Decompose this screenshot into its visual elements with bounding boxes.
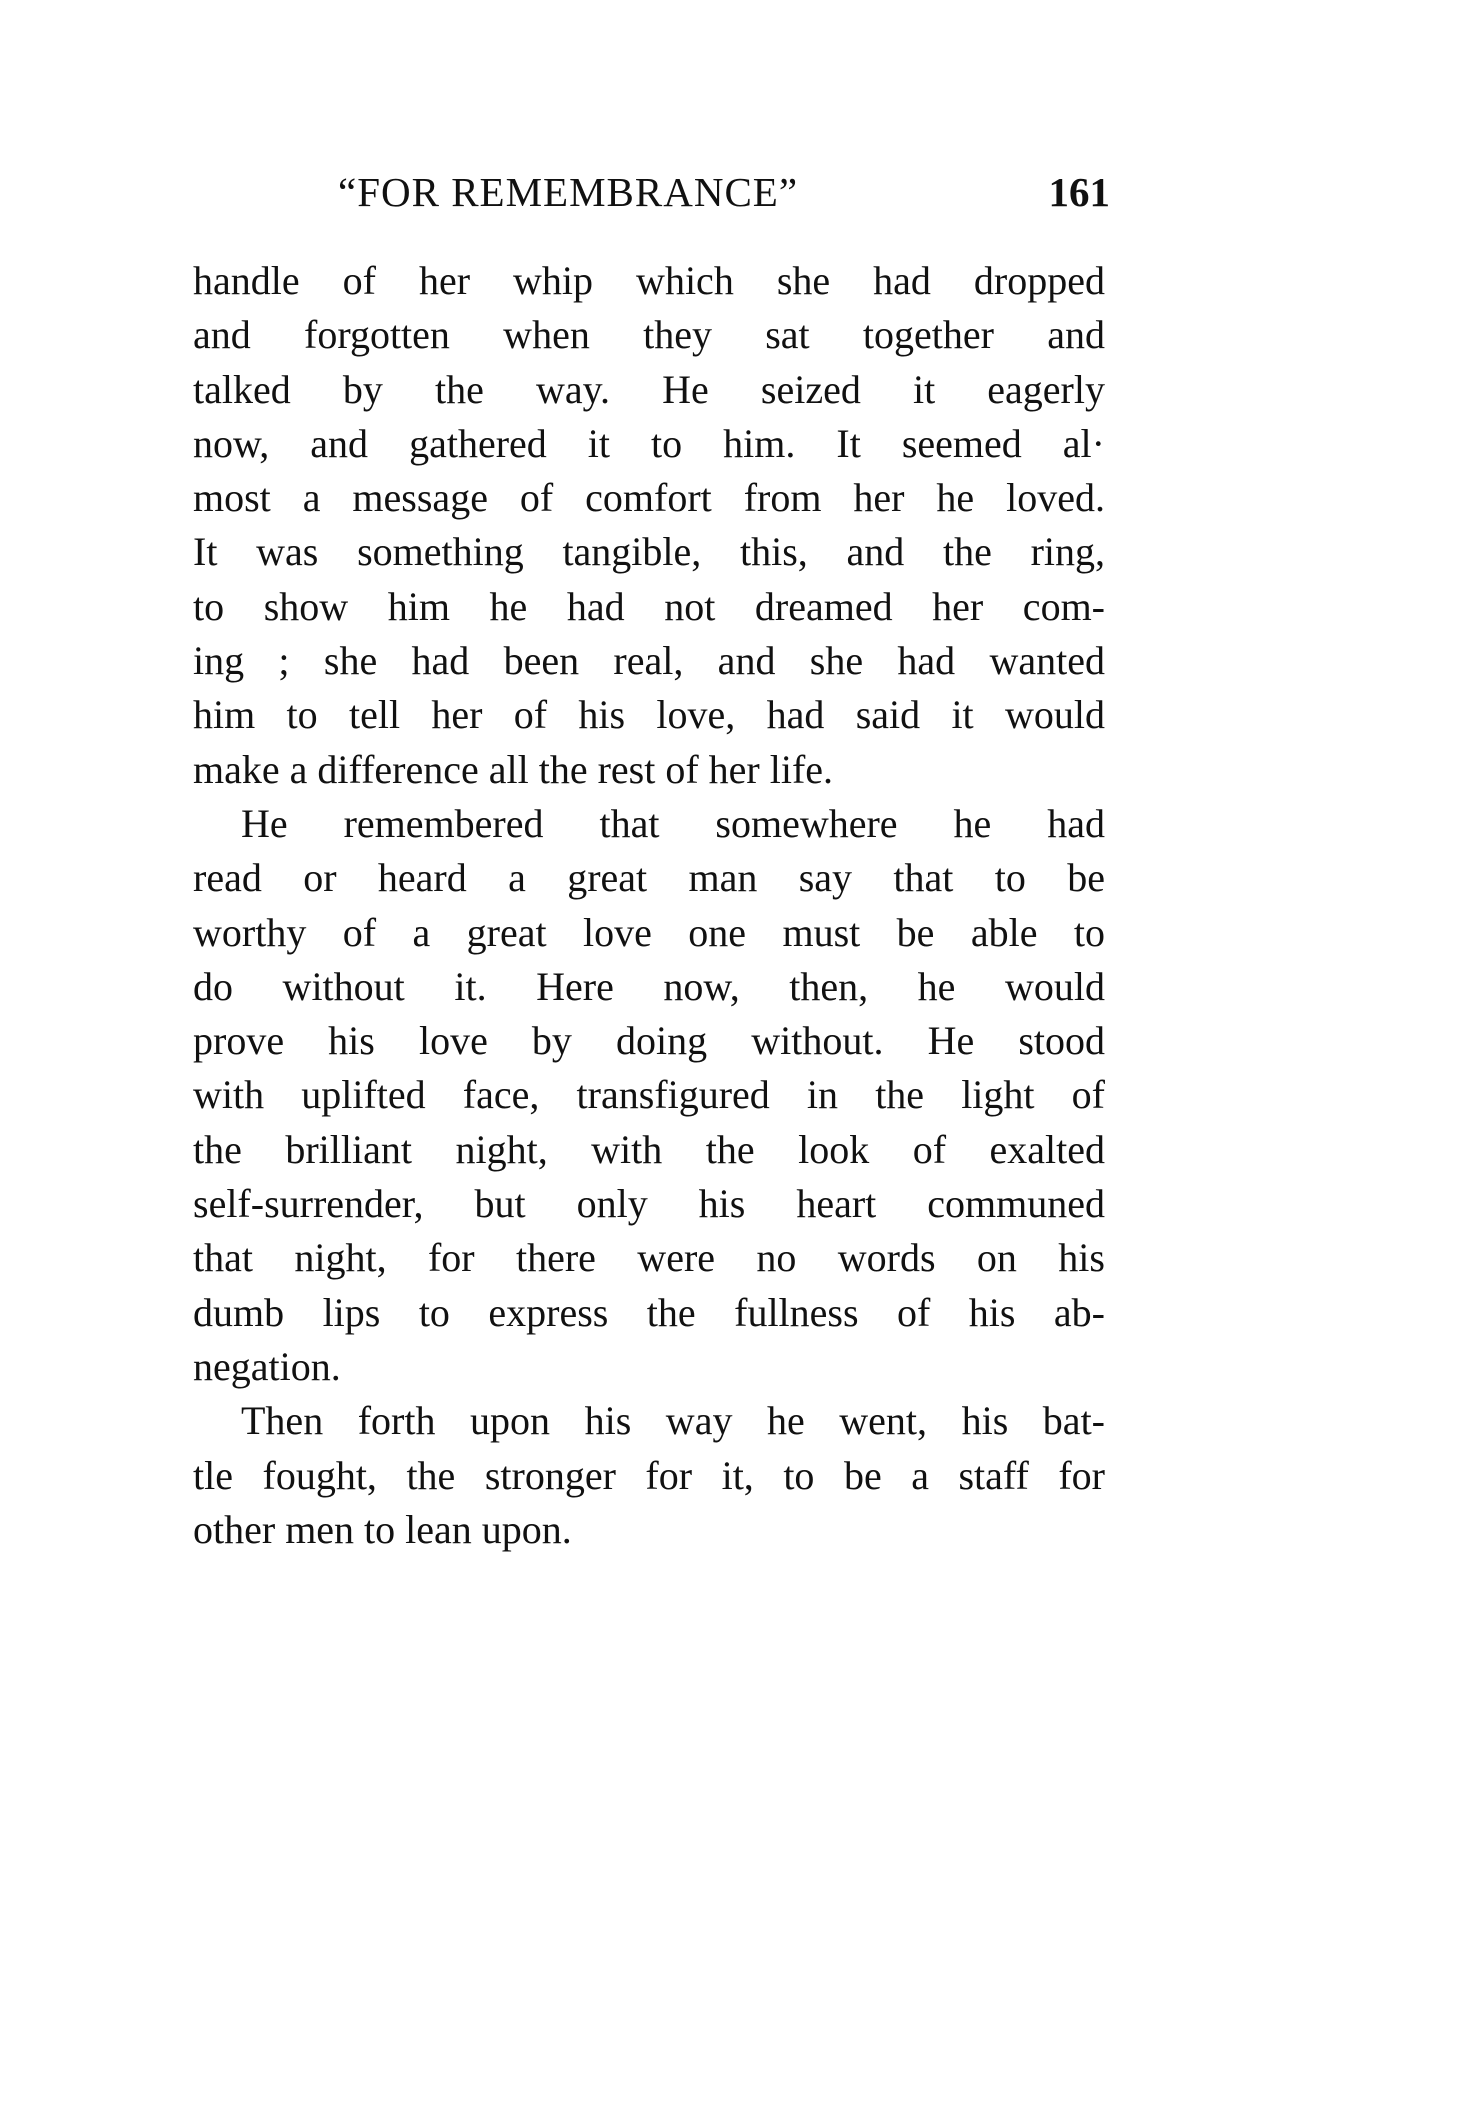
text-line: him to tell her of his love, had said it would (193, 692, 1105, 738)
text-line: ing ; she had been real, and she had wanted (193, 638, 1105, 684)
text-line: to show him he had not dreamed her com- (193, 583, 1105, 629)
text-line: handle of her whip which she had dropped (193, 258, 1105, 303)
text-line: Then forth upon his way he went, his bat- (241, 1398, 1105, 1444)
text-line: now, and gathered it to him. It seemed al· (193, 420, 1105, 466)
text-line: self-surrender, but only his heart communed (193, 1181, 1105, 1227)
paragraph-1 (193, 254, 1105, 797)
paragraph-2 (193, 797, 1105, 1394)
text-line: do without it. Here now, then, he would (193, 963, 1105, 1009)
running-title: “FOR REMEMBRANCE” (338, 169, 799, 215)
running-head (190, 168, 1110, 228)
page-number: 161 (1048, 169, 1110, 215)
text-line: with uplifted face, transfigured in the light of (193, 1072, 1105, 1118)
text-line: It was something tangible, this, and the ring, (193, 529, 1105, 575)
paragraph-3 (193, 1394, 1105, 1557)
text-line: tle fought, the stronger for it, to be a staff for (193, 1452, 1105, 1498)
text-line: that night, for there were no words on his (193, 1235, 1105, 1281)
text-line: prove his love by doing without. He stood (193, 1018, 1105, 1064)
text-line: read or heard a great man say that to be (193, 855, 1105, 901)
text-line: worthy of a great love one must be able to (193, 909, 1105, 955)
text-line: He remembered that somewhere he had (241, 800, 1105, 846)
text-line: negation. (193, 1343, 341, 1389)
body-text (193, 254, 1105, 1557)
text-line: talked by the way. He seized it eagerly (193, 366, 1105, 412)
text-line: other men to lean upon. (193, 1506, 572, 1552)
text-line: dumb lips to express the fullness of his ab- (193, 1289, 1105, 1335)
text-line: the brilliant night, with the look of exalted (193, 1126, 1105, 1172)
text-line: and forgotten when they sat together and (193, 312, 1105, 358)
text-line: most a message of comfort from her he loved. (193, 475, 1105, 521)
text-line: make a difference all the rest of her life. (193, 746, 834, 792)
